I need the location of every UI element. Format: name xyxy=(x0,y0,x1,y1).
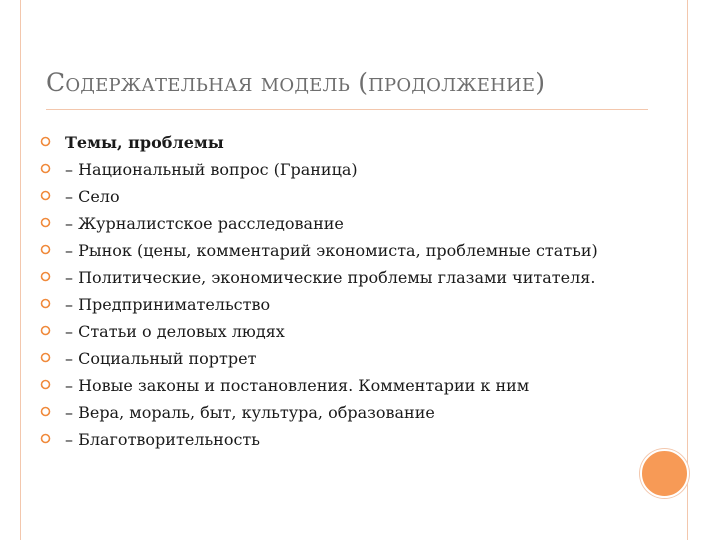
circle-ring-icon xyxy=(40,217,51,228)
circle-ring-icon xyxy=(40,406,51,417)
content-list xyxy=(40,131,640,451)
list-item xyxy=(40,320,640,343)
circle-ring-icon xyxy=(40,136,51,147)
circle-ring-icon xyxy=(40,379,51,390)
list-item-text: – Благотворительность xyxy=(65,430,260,449)
decorative-circle xyxy=(640,449,689,498)
circle-ring-icon xyxy=(40,244,51,255)
slide-frame-left xyxy=(0,0,21,540)
list-item xyxy=(40,347,640,370)
list-item xyxy=(40,266,640,289)
list-item xyxy=(40,401,640,424)
slide-frame-right xyxy=(687,0,720,540)
circle-ring-icon xyxy=(40,271,51,282)
circle-ring-icon xyxy=(40,163,51,174)
circle-ring-icon xyxy=(40,190,51,201)
list-item-text: – Журналистское расследование xyxy=(65,214,344,233)
list-item xyxy=(40,239,640,262)
list-item-text: – Новые законы и постановления. Комментарии к ним xyxy=(65,376,530,395)
list-item-text: Темы, проблемы xyxy=(65,133,224,152)
list-item-text: – Статьи о деловых людях xyxy=(65,322,285,341)
list-item xyxy=(40,158,640,181)
list-item xyxy=(40,131,640,154)
list-item-text: – Политические, экономические проблемы глазами читателя. xyxy=(65,268,596,287)
circle-ring-icon xyxy=(40,433,51,444)
list-item-text: – Социальный портрет xyxy=(65,349,257,368)
list-item xyxy=(40,293,640,316)
list-item xyxy=(40,374,640,397)
list-item-text: – Вера, мораль, быт, культура, образование xyxy=(65,403,435,422)
list-item-text: – Село xyxy=(65,187,120,206)
circle-ring-icon xyxy=(40,298,51,309)
list-item xyxy=(40,185,640,208)
list-item xyxy=(40,212,640,235)
list-item-text: – Рынок (цены, комментарий экономиста, проблемные статьи) xyxy=(65,241,598,260)
list-item-text: – Национальный вопрос (Граница) xyxy=(65,160,358,179)
list-item xyxy=(40,428,640,451)
title-divider xyxy=(46,109,648,110)
circle-ring-icon xyxy=(40,352,51,363)
list-item-text: – Предпринимательство xyxy=(65,295,271,314)
circle-ring-icon xyxy=(40,325,51,336)
slide-title: Содержательная модель (продолжение) xyxy=(46,68,546,97)
